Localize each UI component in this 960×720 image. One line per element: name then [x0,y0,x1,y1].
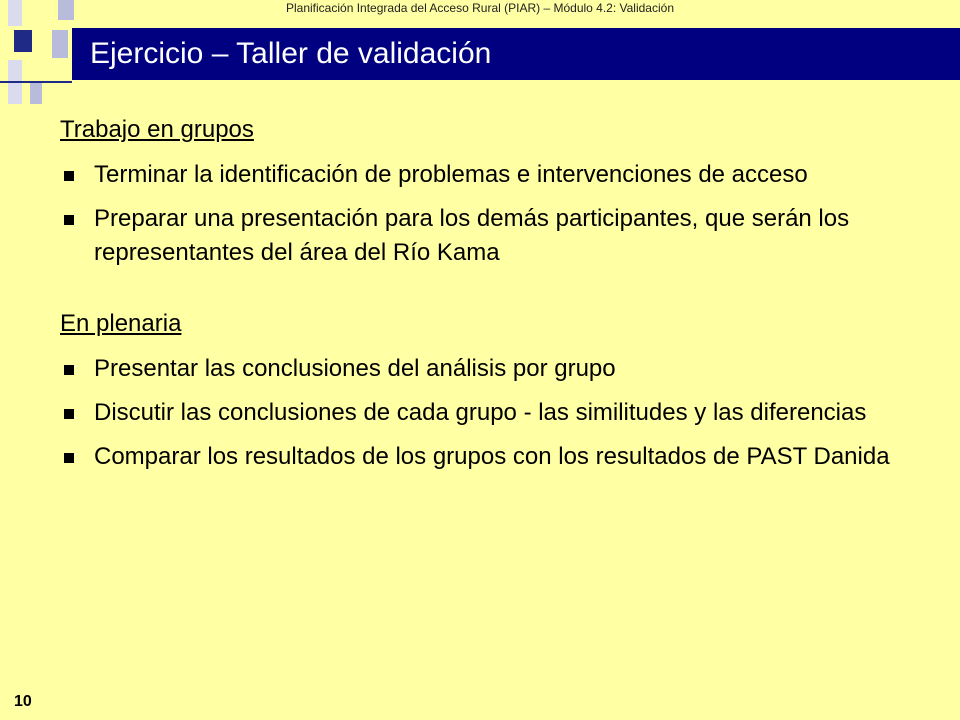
presentation-header: Planificación Integrada del Acceso Rural (PIAR) – Módulo 4.2: Validación [286,1,674,15]
decor-square [52,30,68,58]
section-heading: Trabajo en grupos [60,116,254,143]
list-item [60,202,930,270]
decor-square [14,30,32,52]
decor-square [30,82,42,104]
list-item-text: Discutir las conclusiones de cada grupo - las similitudes y las diferencias [94,399,867,426]
section-plenary [60,306,930,474]
list-item-text: Terminar la identificación de problemas e intervenciones de acceso [94,161,808,188]
slide-title: Ejercicio – Taller de validación [90,37,492,70]
bullet-list [60,158,930,270]
square-bullet-icon [64,171,74,181]
square-bullet-icon [64,453,74,463]
list-item-text: Presentar las conclusiones del análisis por grupo [94,355,616,382]
page-number: 10 [14,693,32,710]
square-bullet-icon [64,409,74,419]
bullet-list [60,352,930,474]
list-item-text: Comparar los resultados de los grupos con los resultados de PAST Danida [94,443,890,470]
list-item [60,352,930,386]
list-item-text: Preparar una presentación para los demás participantes, que serán los representantes del área del Río Kama [94,205,850,266]
section-group-work [60,112,930,270]
list-item [60,440,930,474]
square-bullet-icon [64,215,74,225]
list-item [60,158,930,192]
square-bullet-icon [64,365,74,375]
decor-line [0,81,72,83]
section-heading: En plenaria [60,310,182,337]
slide-content [60,112,930,474]
list-item [60,396,930,430]
